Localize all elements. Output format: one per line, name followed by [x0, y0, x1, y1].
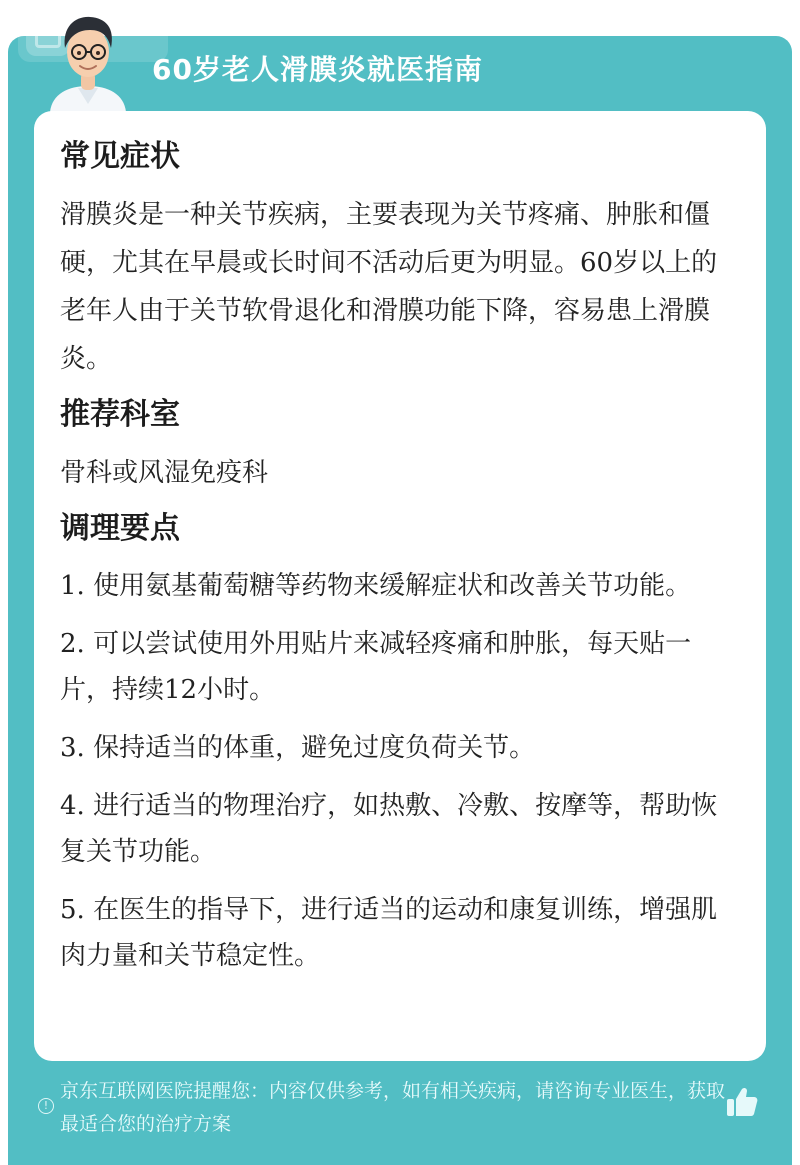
list-item: 1. 使用氨基葡萄糖等药物来缓解症状和改善关节功能。 [60, 571, 692, 601]
section-paragraph: 滑膜炎是一种关节疾病，主要表现为关节疼痛、肿胀和僵硬，尤其在早晨或长时间不活动后更为明显。60岁以上的老年人由于关节软骨退化和滑膜功能下降，容易患上滑膜炎。 [60, 200, 718, 374]
disclaimer-notice: 京东互联网医院提醒您：内容仅供参考，如有相关疾病，请咨询专业医生，获取最适合您的治疗方案 [60, 1080, 726, 1135]
list-item: 3. 保持适当的体重，避免过度负荷关节。 [60, 733, 536, 763]
section-paragraph: 骨科或风湿免疫科 [60, 458, 269, 488]
info-icon: ! [38, 1098, 54, 1114]
content-card [34, 111, 766, 1061]
section-care-points [60, 507, 740, 979]
thumbs-up-icon[interactable] [724, 1084, 760, 1120]
doctor-avatar-icon [42, 8, 134, 112]
page-title: 60岁老人滑膜炎就医指南 [152, 53, 483, 86]
section-symptoms [60, 135, 740, 383]
section-title: 调理要点 [60, 511, 180, 546]
section-title: 常见症状 [60, 139, 180, 174]
list-item: 5. 在医生的指导下，进行适当的运动和康复训练，增强肌肉力量和关节稳定性。 [60, 895, 718, 971]
section-department [60, 393, 740, 497]
section-title: 推荐科室 [60, 397, 180, 432]
list-item: 4. 进行适当的物理治疗，如热敷、冷敷、按摩等，帮助恢复关节功能。 [60, 791, 718, 867]
list-item: 2. 可以尝试使用外用贴片来减轻疼痛和肿胀，每天贴一片，持续12小时。 [60, 629, 692, 705]
